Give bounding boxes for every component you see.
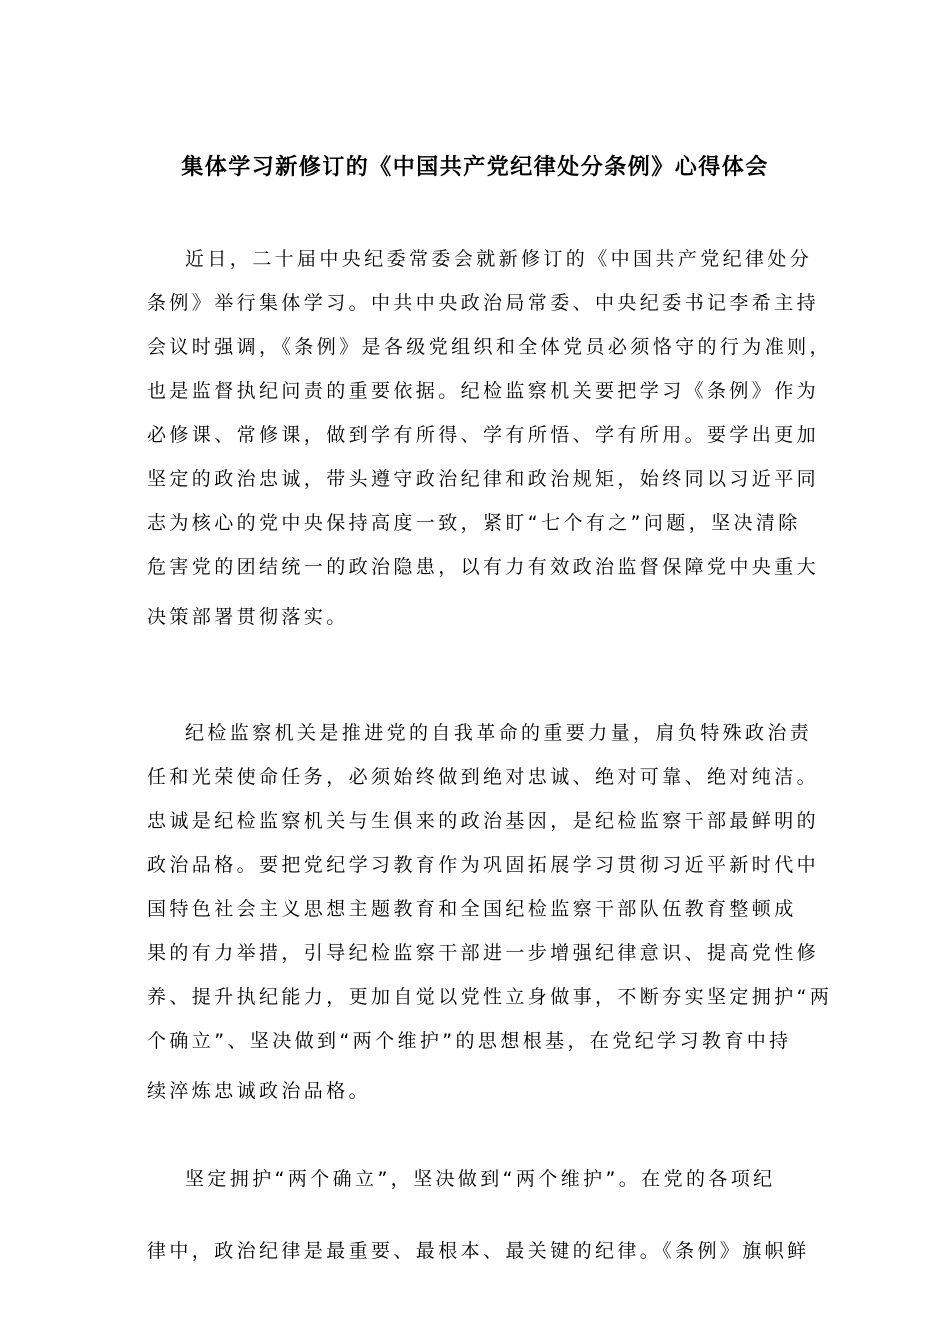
text-line: 危害党的团结统一的政治隐患，以有力有效政治监督保障党中央重大 [147, 556, 820, 578]
text-line: 近日，二十届中央纪委常委会就新修订的《中国共产党纪律处分 [185, 248, 813, 270]
text-line: 国特色社会主义思想主题教育和全国纪检监察干部队伍教育整顿成 [147, 898, 797, 920]
text-line: 必修课、常修课，做到学有所得、学有所悟、学有所用。要学出更加 [147, 424, 820, 446]
text-line: 续淬炼忠诚政治品格。 [147, 1080, 372, 1102]
text-line: 坚定的政治忠诚，带头遵守政治纪律和政治规矩，始终同以习近平同 [147, 468, 820, 490]
text-line: 政治品格。要把党纪学习教育作为巩固拓展学习贯彻习近平新时代中 [147, 854, 820, 876]
text-line: 个确立”、坚决做到“两个维护”的思想根基，在党纪学习教育中持 [147, 1030, 792, 1052]
document-title: 集体学习新修订的《中国共产党纪律处分条例》心得体会 [181, 155, 769, 180]
text-line: 决策部署贯彻落实。 [147, 606, 349, 628]
text-line: 纪检监察机关是推进党的自我革命的重要力量，肩负特殊政治责 [185, 722, 813, 744]
text-line: 条例》举行集体学习。中共中央政治局常委、中央纪委书记李希主持 [147, 292, 820, 314]
text-line: 养、提升执纪能力，更加自觉以党性立身做事，不断夯实坚定拥护“两 [147, 986, 833, 1008]
text-line: 任和光荣使命任务，必须始终做到绝对忠诚、绝对可靠、绝对纯洁。 [147, 766, 820, 788]
text-line: 果的有力举措，引导纪检监察干部进一步增强纪律意识、提高党性修 [147, 942, 820, 964]
text-line: 律中，政治纪律是最重要、最根本、最关键的纪律。《条例》旗帜鲜 [147, 1240, 810, 1262]
text-line: 忠诚是纪检监察机关与生俱来的政治基因，是纪检监察干部最鲜明的 [147, 810, 820, 832]
text-line: 志为核心的党中央保持高度一致，紧盯“七个有之”问题，坚决清除 [147, 512, 801, 534]
text-line: 坚定拥护“两个确立”，坚决做到“两个维护”。在党的各项纪 [185, 1168, 776, 1190]
text-line: 也是监督执纪问责的重要依据。纪检监察机关要把学习《条例》作为 [147, 380, 820, 402]
text-line: 会议时强调，《条例》是各级党组织和全体党员必须恪守的行为准则， [147, 336, 832, 358]
